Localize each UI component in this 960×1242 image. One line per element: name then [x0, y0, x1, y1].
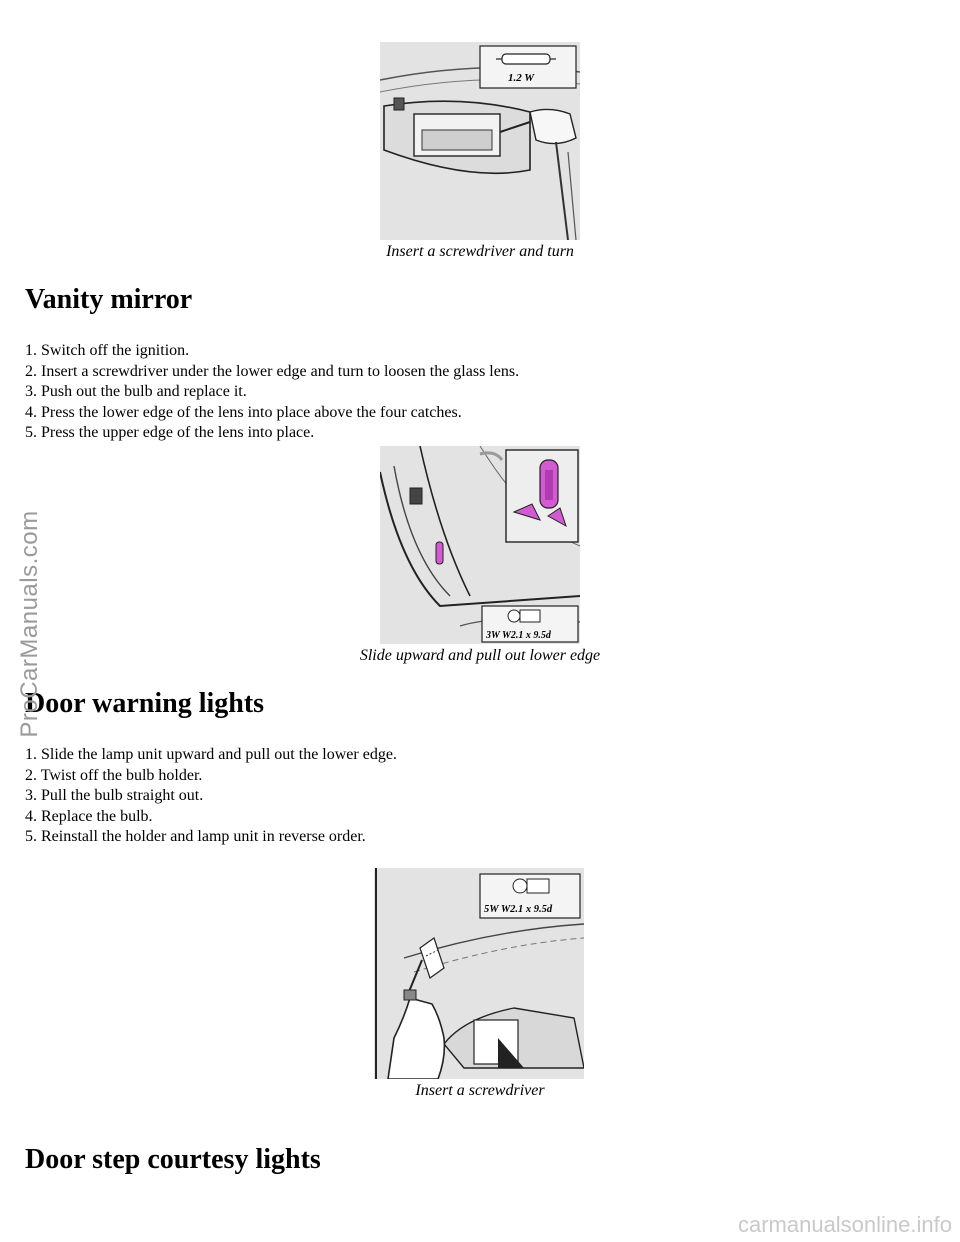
step-item: 5. Press the upper edge of the lens into place. — [25, 424, 315, 441]
step-item: 4. Replace the bulb. — [25, 807, 153, 825]
figure-caption: Insert a screwdriver — [415, 1082, 545, 1099]
steps-door-warning-lights — [25, 745, 397, 848]
section-title-door-step-courtesy-lights: Door step courtesy lights — [25, 1144, 321, 1175]
step-item: 3. Pull the bulb straight out. — [25, 787, 204, 804]
step-item: 2. Twist off the bulb holder. — [25, 766, 203, 784]
figure-door-warning-light — [380, 446, 580, 644]
door-step-light-illustration — [374, 868, 584, 1079]
bulb-rating-label: 1.2 W — [508, 72, 535, 84]
steps-vanity-mirror — [25, 341, 519, 444]
step-item: 1. Switch off the ignition. — [25, 342, 190, 359]
figure-door-step-light — [374, 868, 584, 1079]
step-item: 2. Insert a screwdriver under the lower edge and turn to loosen the glass lens. — [25, 362, 520, 380]
figure-vanity-mirror — [380, 42, 580, 240]
bottom-watermark: carmanualsonline.info — [737, 1212, 952, 1237]
step-item: 5. Reinstall the holder and lamp unit in reverse order. — [25, 828, 366, 845]
figure-caption: Slide upward and pull out lower edge — [359, 647, 601, 664]
step-item: 1. Slide the lamp unit upward and pull out the lower edge. — [25, 746, 397, 763]
door-warning-light-illustration — [380, 446, 580, 644]
step-item: 3. Push out the bulb and replace it. — [25, 383, 247, 400]
section-title-door-warning-lights: Door warning lights — [25, 688, 265, 719]
figure-caption: Insert a screwdriver and turn — [386, 243, 574, 260]
bulb-rating-label: 5W W2.1 x 9.5d — [484, 904, 553, 915]
vanity-mirror-illustration — [380, 42, 580, 240]
bulb-rating-label: 3W W2.1 x 9.5d — [486, 630, 551, 641]
step-item: 4. Press the lower edge of the lens into place above the four catches. — [25, 403, 462, 421]
section-title-vanity-mirror: Vanity mirror — [25, 284, 193, 315]
side-watermark: ProCarManuals.com — [16, 510, 43, 738]
